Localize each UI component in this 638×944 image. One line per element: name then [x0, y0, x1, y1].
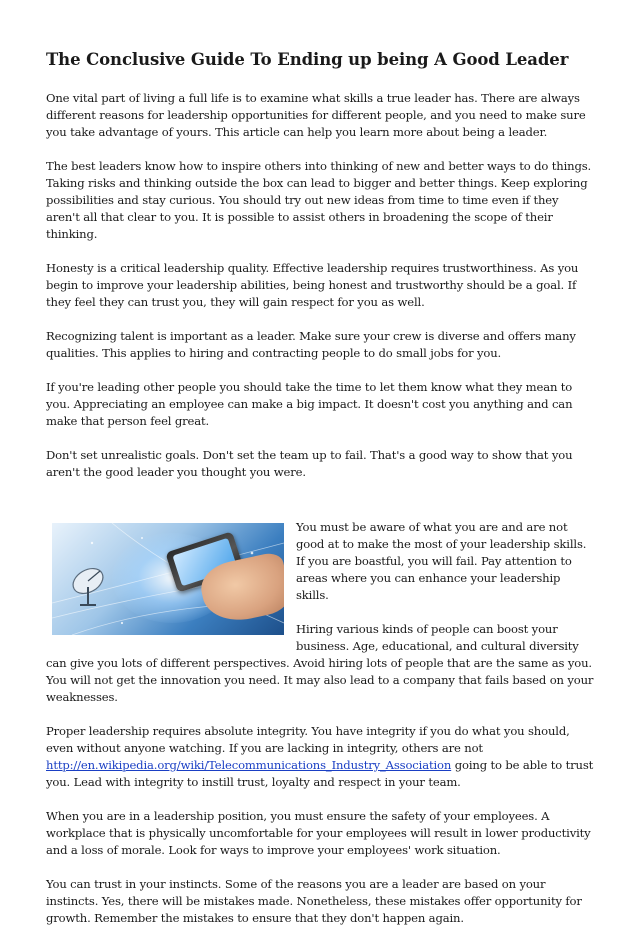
paragraph-4: Recognizing talent is important as a leader. Make sure your crew is diverse and offers many qualities. This applies to hiring and contracting people to do small jobs for you.: [46, 329, 576, 360]
integrity-text-after: going to be able to trust you. Lead with integrity to instill trust, loyalty and respect in your team.: [46, 758, 594, 789]
paragraph-6: Don't set unrealistic goals. Don't set the team up to fail. That's a good way to show that you aren't the good leader you thought you were.: [46, 448, 573, 479]
paragraph-1: One vital part of living a full life is to examine what skills a true leader has. There are always different reasons for leadership opportunities for different people, and you need to make sure you take advantage of yours. This article can help you learn more about being a leader.: [46, 91, 586, 139]
integrity-text-before: Proper leadership requires absolute integrity. You have integrity if you do what you should, even without anyone watching. If you are lacking in integrity, others are not: [46, 724, 570, 755]
wikipedia-link[interactable]: http://en.wikipedia.org/wiki/Telecommunications_Industry_Association: [46, 758, 452, 772]
paragraph-2: The best leaders know how to inspire others into thinking of new and better ways to do things. Taking risks and thinking outside the box can lead to bigger and better things. Keep exploring possibilities and stay curious. You should try out new ideas from time to time even if they aren't all that clear to you. It is possible to assist others in broadening the scope of their thinking.: [46, 159, 592, 241]
page-title: The Conclusive Guide To Ending up being A Good Leader: [46, 50, 569, 69]
paragraph-safety: When you are in a leadership position, you must ensure the safety of your employees. A workplace that is physically uncomfortable for your employees will result in lower productivity and a loss of morale. Look for ways to improve your employees' work situation.: [46, 809, 591, 857]
paragraph-instincts: You can trust in your instincts. Some of the reasons you are a leader are based on your instincts. Yes, there will be mistakes made. Nonetheless, these mistakes offer opportunity for growth. Remember the mistakes to ensure that they don't happen again.: [46, 877, 582, 925]
leadership-photo: [52, 523, 284, 635]
paragraph-integrity: [46, 723, 594, 791]
paragraph-5: If you're leading other people you should take the time to let them know what they mean to you. Appreciating an employee can make a big impact. It doesn't cost you anything and can make that person feel great.: [46, 380, 573, 428]
paragraph-7: You must be aware of what you are and are not good at to make the most of your leadership skills. If you are boastful, you will fail. Pay attention to areas where you can enhance your leadership skills.: [296, 520, 587, 602]
paragraph-3: Honesty is a critical leadership quality. Effective leadership requires trustworthiness. As you begin to improve your leadership abilities, being honest and trustworthy should be a goal. If they feel they can trust you, they will gain respect for you as well.: [46, 261, 579, 309]
article: [46, 48, 594, 944]
paragraph-8: Hiring various kinds of people can boost your business. Age, educational, and cultural diversity can give you lots of different perspectives. Avoid hiring lots of people that are the same as you. You will not get the innovation you need. It may also lead to a company that fails based on your weaknesses.: [46, 622, 594, 704]
satellite-dish-icon: [66, 563, 110, 607]
